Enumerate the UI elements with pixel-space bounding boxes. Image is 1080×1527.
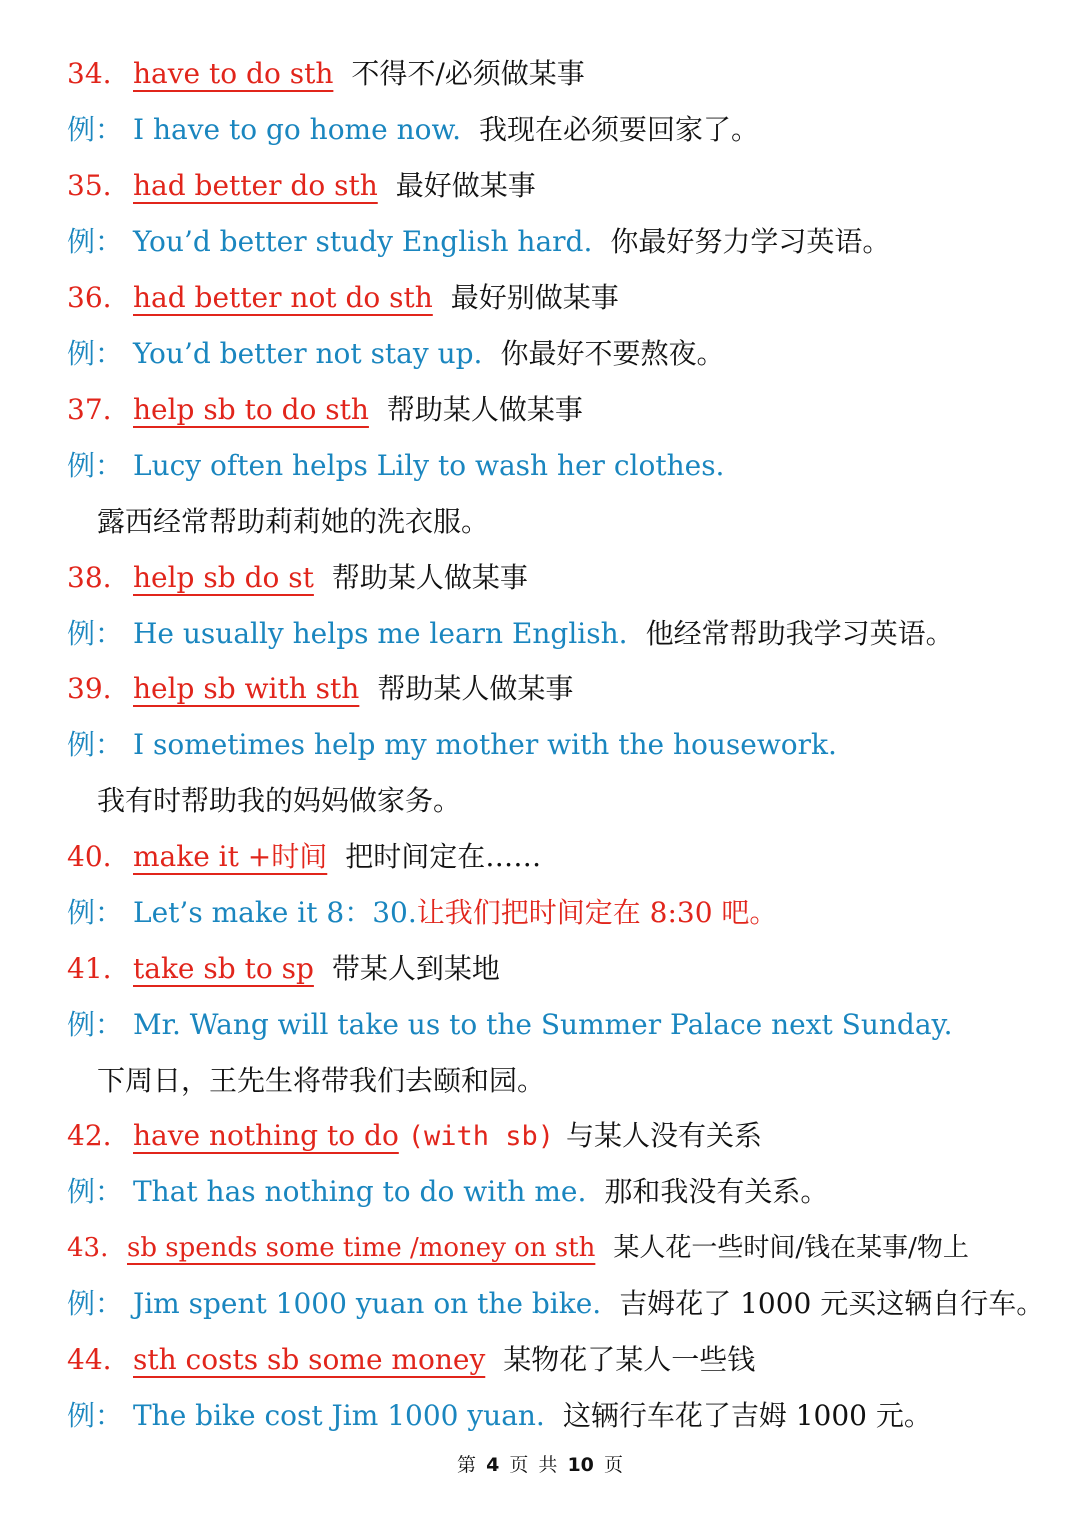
- example-chinese: 你最好不要熬夜。: [500, 337, 725, 370]
- phrase-text: take sb to sp: [133, 952, 314, 985]
- phrase-entry: [67, 270, 1040, 326]
- phrase-text: have to do sth: [133, 57, 334, 90]
- phrase-entry: [67, 382, 1040, 438]
- phrase-entry: [67, 1220, 1040, 1276]
- phrase-meaning: 与某人没有关系: [566, 1119, 763, 1152]
- example-chinese: 那和我没有关系。: [604, 1175, 829, 1208]
- entry-number: 43.: [67, 1233, 109, 1263]
- example-label: 例：: [67, 728, 124, 761]
- example-label: 例：: [67, 1175, 124, 1208]
- example-translation: [67, 773, 1040, 829]
- example-line: [67, 885, 1040, 941]
- phrase-meaning: 帮助某人做某事: [377, 672, 574, 705]
- example-line: [67, 606, 1040, 662]
- example-translation: [67, 1053, 1040, 1109]
- entry-number: 44.: [67, 1343, 112, 1376]
- phrase-meaning: 最好别做某事: [450, 281, 619, 314]
- phrase-extra: (with sb): [407, 1121, 555, 1152]
- example-line: [67, 717, 1040, 773]
- entry-number: 42.: [67, 1119, 112, 1152]
- entry-number: 39.: [67, 672, 112, 705]
- phrase-text: help sb with sth: [133, 672, 360, 705]
- current-page-number: 4: [486, 1454, 500, 1476]
- example-english: That has nothing to do with me.: [133, 1175, 587, 1208]
- example-chinese: 吉姆花了 1000 元买这辆自行车。: [619, 1287, 1045, 1320]
- footer-text: 页: [603, 1454, 623, 1476]
- phrase-meaning: 不得不/必须做某事: [351, 57, 585, 90]
- example-chinese: 下周日，王先生将带我们去颐和园。: [97, 1064, 546, 1097]
- example-english: You’d better not stay up.: [133, 337, 483, 370]
- phrase-meaning: 某物花了某人一些钱: [503, 1343, 756, 1376]
- phrase-entry: [67, 46, 1040, 102]
- example-line: [67, 326, 1040, 382]
- phrase-text: sb spends some time /money on sth: [127, 1233, 596, 1263]
- example-english: He usually helps me learn English.: [133, 617, 628, 650]
- example-label: 例：: [67, 113, 124, 146]
- example-line: [67, 102, 1040, 158]
- example-english: Let’s make it 8：30.: [133, 896, 417, 929]
- example-chinese: 你最好努力学习英语。: [610, 225, 891, 258]
- footer-text: 第: [457, 1454, 477, 1476]
- example-label: 例：: [67, 1399, 124, 1432]
- phrase-meaning: 带某人到某地: [331, 952, 500, 985]
- phrase-text: help sb to do sth: [133, 393, 369, 426]
- example-english: The bike cost Jim 1000 yuan.: [133, 1399, 545, 1432]
- example-english: Lucy often helps Lily to wash her clothes.: [133, 449, 725, 482]
- example-chinese: 他经常帮助我学习英语。: [645, 617, 954, 650]
- phrase-text: sth costs sb some money: [133, 1343, 486, 1376]
- phrase-text: had better not do sth: [133, 281, 433, 314]
- entry-number: 34.: [67, 57, 112, 90]
- phrase-text: help sb do st: [133, 561, 314, 594]
- phrase-text: have nothing to do: [133, 1119, 399, 1152]
- phrase-text: make it +时间: [133, 840, 328, 873]
- example-label: 例：: [67, 337, 124, 370]
- example-line: [67, 438, 1040, 494]
- example-english: Jim spent 1000 yuan on the bike.: [133, 1287, 602, 1320]
- example-translation: [67, 494, 1040, 550]
- entry-number: 40.: [67, 840, 112, 873]
- phrase-entry: [67, 158, 1040, 214]
- phrase-meaning: 帮助某人做某事: [386, 393, 583, 426]
- example-label: 例：: [67, 1008, 124, 1041]
- footer-text: 页 共: [509, 1454, 558, 1476]
- example-chinese: 我有时帮助我的妈妈做家务。: [97, 784, 462, 817]
- example-english: I have to go home now.: [133, 113, 462, 146]
- example-label: 例：: [67, 1287, 124, 1320]
- example-line: [67, 1276, 1045, 1332]
- example-line: [67, 214, 1040, 270]
- phrase-entry: [67, 1108, 1040, 1164]
- phrase-meaning: 某人花一些时间/钱在某事/物上: [613, 1233, 969, 1263]
- phrase-entry: [67, 829, 1040, 885]
- example-label: 例：: [67, 617, 124, 650]
- example-chinese: 这辆行车花了吉姆 1000 元。: [562, 1399, 932, 1432]
- phrase-text: had better do sth: [133, 169, 378, 202]
- entry-number: 38.: [67, 561, 112, 594]
- example-label: 例：: [67, 449, 124, 482]
- phrase-entry: [67, 550, 1040, 606]
- entry-number: 37.: [67, 393, 112, 426]
- phrase-meaning: 把时间定在……: [345, 840, 542, 873]
- example-english: I sometimes help my mother with the housework.: [133, 728, 837, 761]
- example-line: [67, 1388, 1040, 1444]
- example-english: Mr. Wang will take us to the Summer Palace next Sunday.: [133, 1008, 953, 1041]
- example-label: 例：: [67, 225, 124, 258]
- total-page-count: 10: [567, 1454, 594, 1476]
- example-label: 例：: [67, 896, 124, 929]
- example-chinese: 我现在必须要回家了。: [479, 113, 760, 146]
- example-chinese: 让我们把时间定在 8:30 吧。: [416, 896, 778, 929]
- phrase-meaning: 最好做某事: [395, 169, 536, 202]
- example-line: [67, 997, 1040, 1053]
- page-footer: [0, 1448, 1080, 1482]
- phrase-entry: [67, 661, 1040, 717]
- entry-number: 36.: [67, 281, 112, 314]
- phrase-entry: [67, 1332, 1040, 1388]
- entry-number: 41.: [67, 952, 112, 985]
- example-line: [67, 1164, 1040, 1220]
- phrase-entry: [67, 941, 1040, 997]
- example-english: You’d better study English hard.: [133, 225, 593, 258]
- example-chinese: 露西经常帮助莉莉她的洗衣服。: [97, 505, 490, 538]
- phrase-meaning: 帮助某人做某事: [331, 561, 528, 594]
- entry-number: 35.: [67, 169, 112, 202]
